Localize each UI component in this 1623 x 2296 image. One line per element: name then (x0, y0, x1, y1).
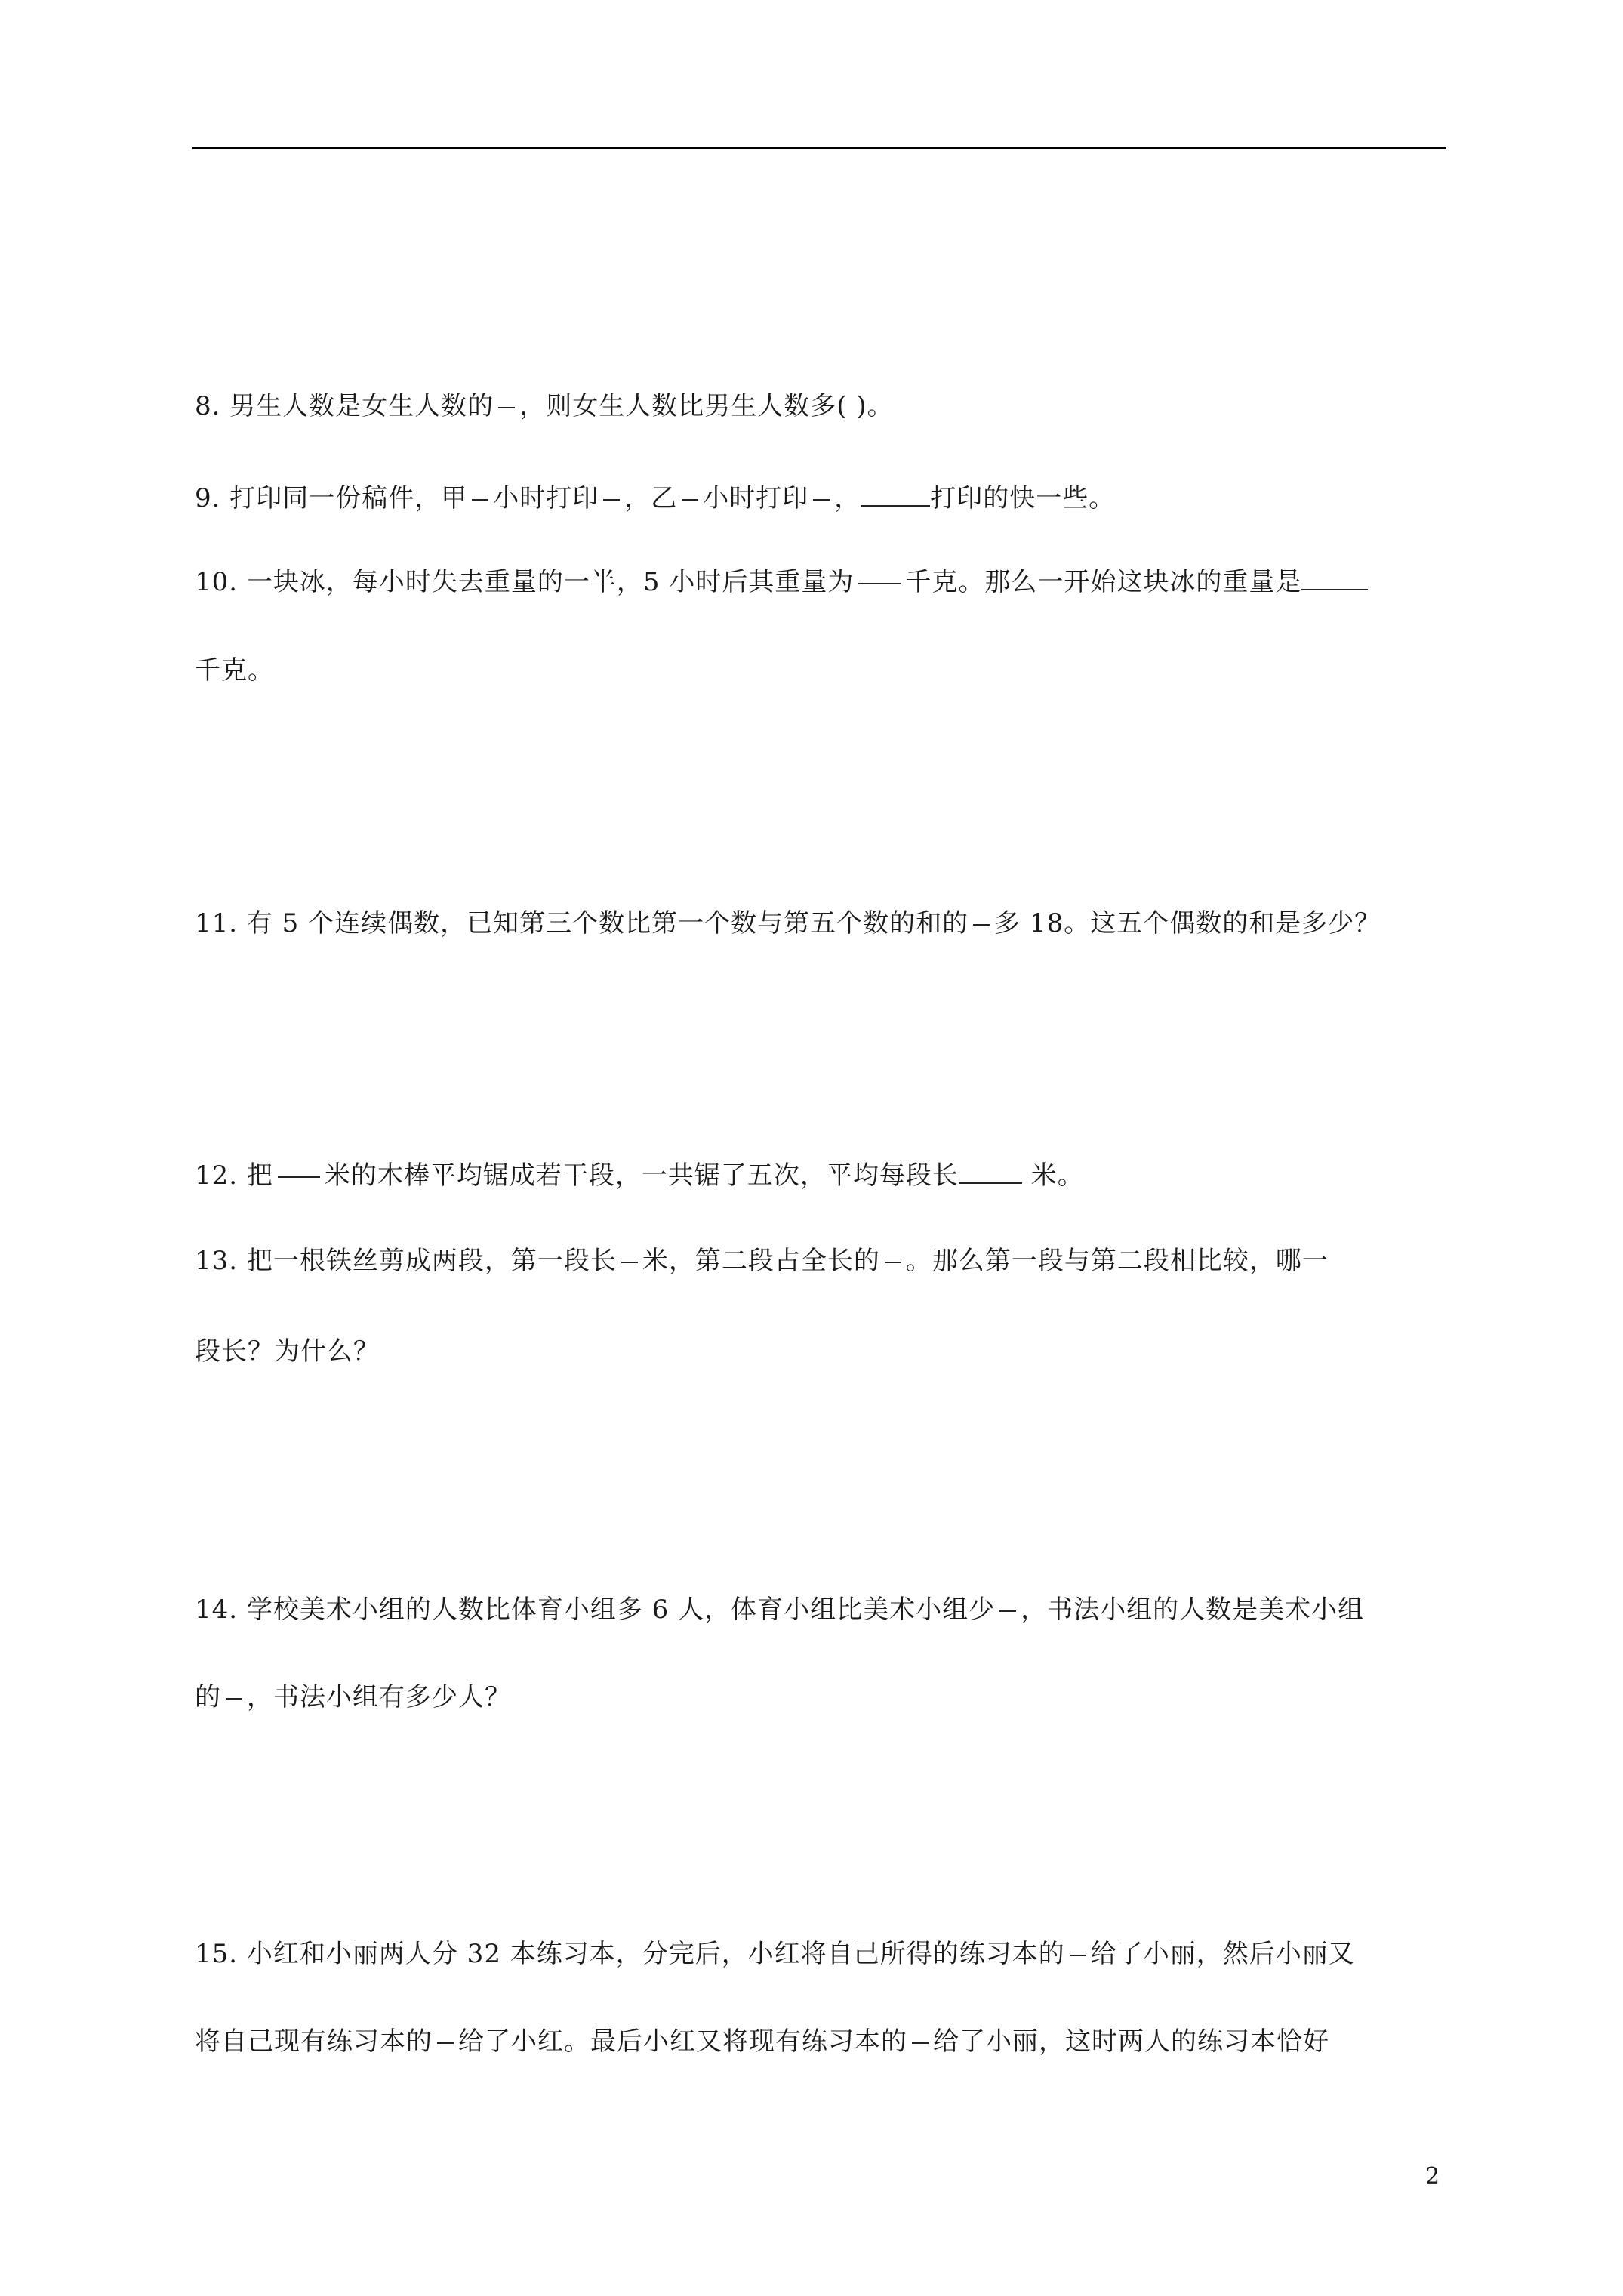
q15-text-4: 给了小红。最后小红又将现有练习本的 (458, 2026, 907, 2057)
q12-text-2: 米的木棒平均锯成若干段，一共锯了五次，平均每段长 (324, 1160, 959, 1191)
q15-text-1: 15. 小红和小丽两人分 32 本练习本，分完后，小红将自己所得的练习本的 (195, 1939, 1065, 1969)
fraction-placeholder (226, 1698, 242, 1700)
fraction-placeholder (498, 407, 515, 408)
question-8 (195, 391, 894, 421)
fraction-placeholder (437, 2042, 454, 2044)
q9-text-6: 打印的快一些。 (930, 483, 1116, 513)
fraction-placeholder (885, 1262, 901, 1263)
question-14 (195, 1595, 1364, 1625)
q14-text-1: 14. 学校美术小组的人数比体育小组多 6 人，体育小组比美术小组少 (195, 1595, 996, 1625)
question-13 (195, 1246, 1329, 1276)
q11-text-2: 多 18。这五个偶数的和是多少？ (994, 908, 1381, 938)
q14-text-3: 的 (195, 1682, 221, 1712)
q8-text-1: 8. 男生人数是女生人数的 (195, 391, 494, 421)
q10-text-1: 10. 一块冰，每小时失去重量的一半，5 小时后其重量为 (195, 567, 855, 597)
question-9 (195, 483, 1115, 513)
question-13-line-2 (195, 1336, 380, 1367)
q10-text-3: 千克。 (195, 655, 274, 686)
q13-text-1: 13. 把一根铁丝剪成两段，第一段长 (195, 1246, 617, 1276)
question-12 (195, 1160, 1084, 1191)
q9-text-3: ，乙 (624, 483, 678, 513)
fraction-placeholder (472, 499, 488, 501)
fraction-placeholder (621, 1262, 638, 1263)
q15-text-5: 给了小丽，这时两人的练习本恰好 (933, 2026, 1329, 2057)
q10-text-2: 千克。那么一开始这块冰的重量是 (905, 567, 1302, 597)
fraction-placeholder (1070, 1955, 1086, 1956)
q13-text-3: 。那么第一段与第二段相比较，哪一 (905, 1246, 1329, 1276)
fraction-placeholder (858, 583, 901, 584)
question-10-line-2 (195, 655, 274, 686)
question-11 (195, 908, 1381, 938)
q15-text-2: 给了小丽，然后小丽又 (1090, 1939, 1355, 1969)
q14-text-4: ，书法小组有多少人？ (247, 1682, 511, 1712)
q9-text-5: ， (834, 483, 861, 513)
question-10 (195, 567, 1368, 597)
q13-text-2: 米，第二段占全长的 (642, 1246, 880, 1276)
fraction-placeholder (603, 499, 620, 501)
page-number: 2 (1425, 2163, 1440, 2190)
header-rule (192, 147, 1446, 149)
q9-text-1: 9. 打印同一份稿件，甲 (195, 483, 468, 513)
q9-text-4: 小时打印 (703, 483, 809, 513)
fraction-placeholder (682, 499, 698, 501)
fraction-placeholder (973, 924, 990, 926)
answer-blank (1301, 588, 1368, 590)
fraction-placeholder (999, 1610, 1016, 1612)
q8-text-2: ，则女生人数比男生人数多( )。 (519, 391, 894, 421)
question-15-line-2 (195, 2026, 1329, 2057)
q13-text-4: 段长？为什么？ (195, 1336, 380, 1367)
fraction-placeholder (278, 1176, 320, 1178)
question-14-line-2 (195, 1682, 511, 1712)
q14-text-2: ，书法小组的人数是美术小组 (1021, 1595, 1365, 1625)
q15-text-3: 将自己现有练习本的 (195, 2026, 433, 2057)
fraction-placeholder (912, 2042, 929, 2044)
q11-text-1: 11. 有 5 个连续偶数，已知第三个数比第一个数与第五个数的和的 (195, 908, 969, 938)
fraction-placeholder (813, 499, 830, 501)
q9-text-2: 小时打印 (493, 483, 599, 513)
answer-blank (959, 1182, 1022, 1184)
q12-text-1: 12. 把 (195, 1160, 273, 1191)
answer-blank (861, 504, 930, 507)
q12-text-3: 米。 (1021, 1160, 1084, 1191)
question-15 (195, 1939, 1355, 1969)
